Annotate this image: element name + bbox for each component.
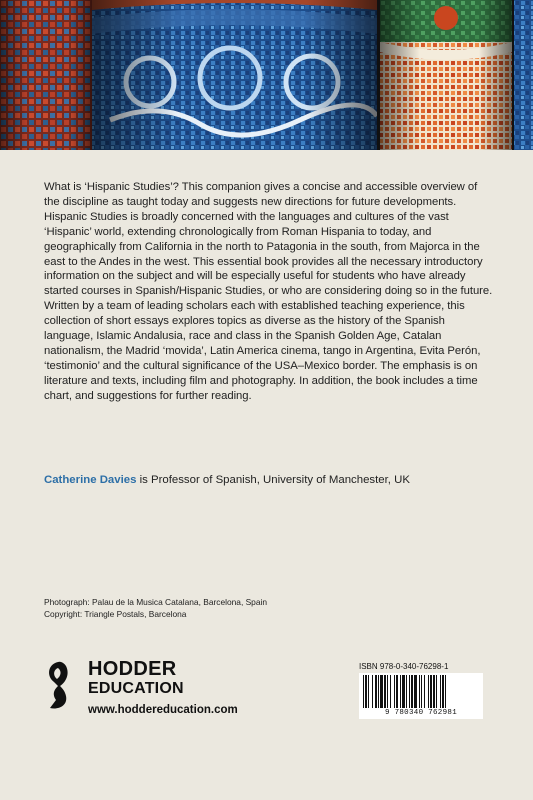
barcode-bars	[359, 673, 483, 709]
author-bio-text: is Professor of Spanish, University of Manchester, UK	[136, 474, 410, 486]
author-bio	[44, 474, 504, 486]
copyright-credit: Copyright: Triangle Postals, Barcelona	[44, 609, 187, 619]
book-description: What is ‘Hispanic Studies’? This companion gives a concise and accessible overview of the discipline as taught today and suggests new directions for future developments. Hispanic Studies is broadly concerned with the languages and cultures of the vast ‘Hispanic’ world, extending chronologically from Roman Hispania to today, and geographically from California in the north to Patagonia in the south, from Majorca in the east to the Andes in the west. This essential book provides all the necessary introductory information on the subject and will be especially useful for students who have already started courses in Spanish/Hispanic Studies, or who are considering doing so in the future. Written by a team of leading scholars each with established teaching experience, this collection of short essays explores topics as diverse as the history of the Spanish language, Islamic Andalusia, race and class in the Spanish Golden Age, Catalan nationalism, the Madrid ‘movida’, Latin America cinema, tango in Argentina, Evita Perón, ‘testimonio’ and the cultural significance of the USA–Mexico border. The emphasis is on literature and texts, including film and photography. In addition, the book includes a time chart, and suggestions for further reading.	[44, 181, 493, 402]
hodder-logo-icon	[44, 660, 78, 712]
author-name: Catherine Davies	[44, 474, 137, 486]
publisher-subname: EDUCATION	[88, 680, 184, 697]
photograph-credit: Photograph: Palau de la Musica Catalana, Barcelona, Spain	[44, 597, 268, 607]
mosaic-columns-photo	[0, 0, 533, 150]
cover-photo	[0, 0, 533, 150]
isbn-label: ISBN 978-0-340-76298-1	[359, 662, 449, 671]
photo-credits	[44, 596, 444, 620]
publisher-block	[44, 660, 284, 720]
publisher-name: HODDER	[88, 658, 177, 680]
publisher-url[interactable]: www.hoddereducation.com	[88, 704, 238, 716]
barcode-number: 9 780340 762981	[359, 708, 483, 719]
